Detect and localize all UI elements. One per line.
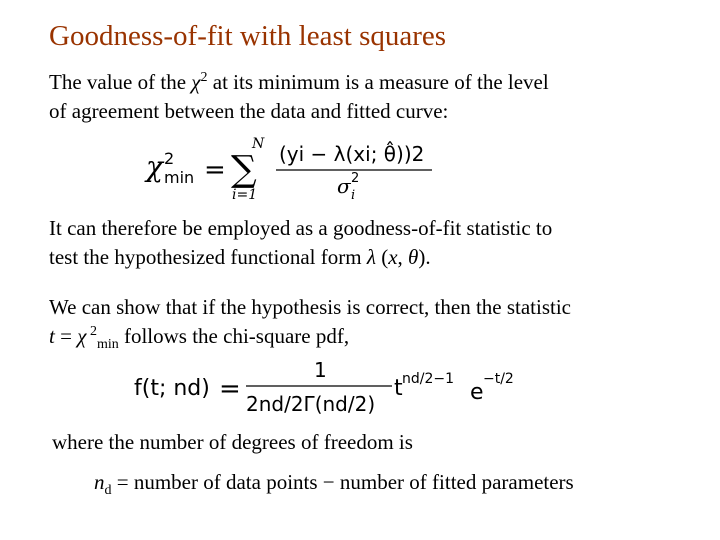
chi-symbol: χ (77, 324, 87, 348)
theta-symbol: θ (408, 245, 419, 269)
paragraph-line: It can therefore be employed as a goodness-of-fit statistic to (49, 216, 553, 240)
text-fragment: ( (375, 245, 389, 269)
superscript: 2 (164, 149, 175, 168)
paragraph-line (49, 322, 571, 351)
text-fragment: at its minimum is a measure of the level (207, 70, 549, 94)
subscript: min (96, 337, 119, 353)
equals-sign: = (204, 155, 226, 185)
chi2-min-equation (142, 133, 442, 210)
pdf-lhs: f(t; nd) (134, 376, 210, 401)
summation-symbol: ∑ (231, 149, 257, 190)
fraction-denominator: 2nd/2Γ(nd/2) (246, 392, 376, 416)
paragraph-degrees-of-freedom: where the number of degrees of freedom is (52, 430, 413, 454)
exponential-base: e (470, 380, 484, 405)
text-fragment: = number of data points − number of fitted parameters (111, 470, 574, 494)
slide-title: Goodness-of-fit with least squares (49, 20, 447, 52)
chi2-min-equation-svg (142, 133, 442, 205)
fraction-numerator: 1 (314, 358, 327, 382)
equals-sign: = (219, 374, 241, 404)
paragraph-line: We can show that if the hypothesis is correct, then the statistic (49, 295, 572, 319)
degrees-of-freedom-definition (94, 468, 574, 497)
lambda-symbol: λ (366, 245, 376, 269)
fraction-numerator: (yi − λ(xi; θ̂))2 (279, 142, 425, 166)
chi-square-pdf-equation (132, 357, 552, 424)
superscript: 2 (200, 70, 208, 85)
paragraph-goodness-of-fit (49, 214, 552, 272)
chi-square-pdf-equation-svg (132, 357, 552, 419)
superscript: 2 (86, 324, 97, 339)
n-variable: n (94, 470, 105, 494)
paragraph-line: of agreement between the data and fitted curve: (49, 99, 449, 123)
subscript: min (164, 168, 195, 187)
x-variable: x (388, 245, 398, 269)
text-fragment: The value of the (49, 70, 192, 94)
sigma-symbol: σ (337, 174, 351, 198)
subscript: i (351, 188, 356, 203)
text-fragment: , (397, 245, 409, 269)
subscript: d (104, 483, 112, 499)
paragraph-chi-square-pdf (49, 293, 571, 351)
chi-symbol: χ (191, 70, 201, 94)
t-exponent: nd/2−1 (402, 371, 455, 387)
text-fragment: follows the chi-square pdf, (118, 324, 350, 348)
paragraph-chi2-minimum (49, 68, 549, 126)
exponential-exponent: −t/2 (483, 371, 514, 387)
paragraph-line (49, 243, 552, 272)
t-variable: t (49, 324, 55, 348)
text-fragment: ). (418, 245, 431, 269)
chi-symbol: χ (146, 150, 163, 183)
sum-lower-limit: i=1 (232, 187, 258, 203)
paragraph-line (49, 68, 549, 97)
superscript: 2 (351, 171, 360, 186)
text-fragment: = (54, 324, 78, 348)
text-fragment: test the hypothesized functional form (49, 245, 367, 269)
t-power-base: t (394, 376, 403, 401)
sum-upper-limit: N (252, 136, 265, 152)
